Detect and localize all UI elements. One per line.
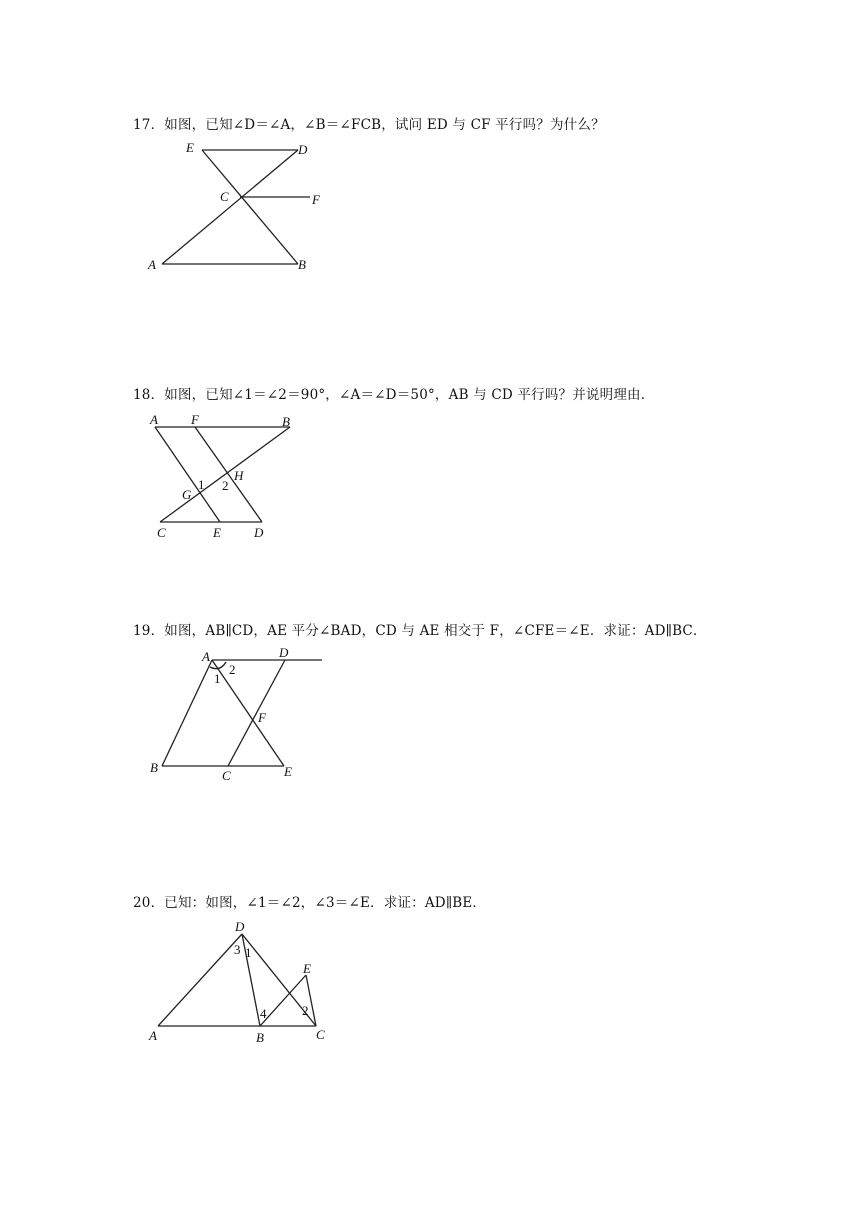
label-E: E [186, 140, 194, 155]
label-B: B [150, 760, 158, 775]
figure-19 [140, 645, 340, 785]
label-F: F [258, 710, 266, 725]
segment-DC [228, 660, 285, 766]
segment-AE [212, 660, 284, 766]
figure-18 [140, 410, 340, 545]
label-angle-3: 3 [234, 942, 241, 957]
label-angle-2: 2 [222, 478, 229, 493]
segment-AE [155, 427, 220, 522]
label-angle-1: 1 [214, 671, 221, 686]
label-C: C [222, 768, 231, 783]
segment-EC [306, 975, 316, 1026]
label-B: B [256, 1030, 264, 1045]
label-C: C [316, 1027, 325, 1042]
label-angle-2: 2 [229, 662, 236, 677]
label-F: F [312, 192, 320, 207]
label-A: A [148, 257, 156, 272]
figure-17 [140, 138, 340, 278]
label-F: F [191, 412, 199, 427]
problem-20-stem: 20．已知：如图，∠1＝∠2，∠3＝∠E．求证：AD∥BE． [133, 895, 487, 911]
label-G: G [182, 487, 192, 502]
label-H: H [234, 468, 244, 483]
label-E: E [284, 764, 292, 779]
label-B: B [282, 414, 290, 429]
label-angle-1: 1 [198, 477, 205, 492]
segment-DA [162, 150, 298, 264]
label-D: D [298, 142, 308, 157]
segment-AB [162, 660, 212, 766]
label-C: C [220, 189, 229, 204]
problem-17-stem: 17．如图，已知∠D＝∠A，∠B＝∠FCB，试问 ED 与 CF 平行吗？为什么？ [133, 117, 605, 133]
figure-20 [140, 915, 340, 1050]
segment-BE [260, 975, 306, 1026]
label-E: E [303, 961, 311, 976]
label-C: C [157, 525, 166, 540]
label-A: A [202, 649, 210, 664]
label-E: E [213, 525, 221, 540]
problem-19-stem: 19．如图，AB∥CD，AE 平分∠BAD，CD 与 AE 相交于 F，∠CFE＝∠E．求证：AD∥BC． [133, 623, 707, 639]
segment-BC [160, 427, 290, 522]
label-angle-2: 2 [302, 1003, 309, 1018]
label-D: D [279, 645, 289, 660]
label-angle-1: 1 [245, 945, 252, 960]
label-A: A [149, 1028, 157, 1043]
label-D: D [254, 525, 264, 540]
segment-EB [202, 150, 298, 264]
label-B: B [298, 257, 306, 272]
segment-FD [195, 427, 262, 522]
label-A: A [150, 412, 158, 427]
angle-arc-A [210, 662, 226, 669]
problem-18-stem: 18．如图，已知∠1＝∠2＝90°，∠A＝∠D＝50°，AB 与 CD 平行吗？并说明理由． [133, 387, 655, 403]
label-D: D [235, 919, 245, 934]
label-angle-4: 4 [260, 1006, 267, 1021]
segment-DA [158, 934, 242, 1026]
